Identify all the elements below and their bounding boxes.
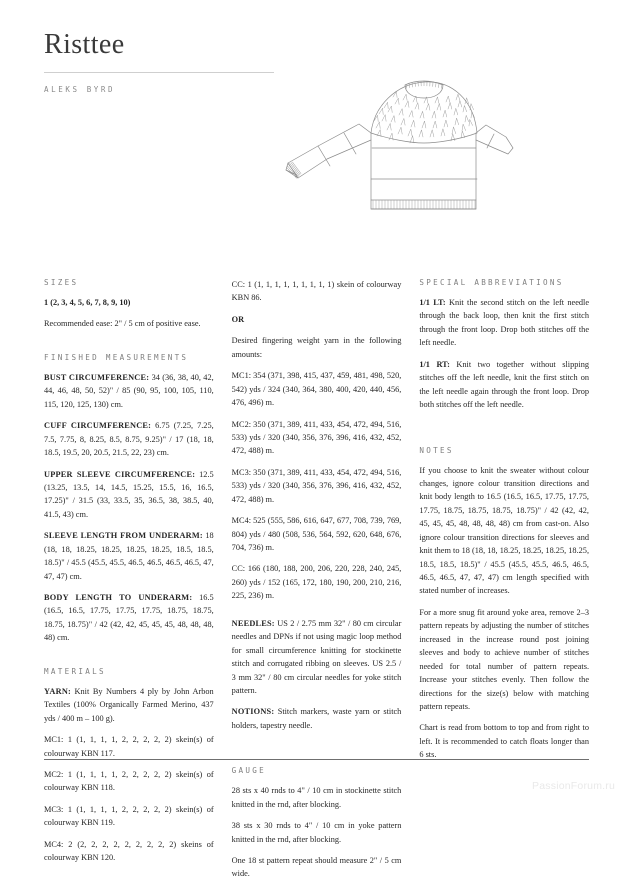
author-byline: ALEKS BYRD <box>44 84 116 94</box>
sizes-list: 1 (2, 3, 4, 5, 6, 7, 8, 9, 10) <box>44 298 131 307</box>
measurement-body-length-value: 16.5 (16.5, 16.5, 17.75, 17.75, 17.75, 18.75, 18.75, 18.75, 18.75)" / 42 (42, 42, 45, 45, 45, 48, 48, 48, 48) cm. <box>44 593 214 643</box>
notions-label: NOTIONS: <box>231 707 275 717</box>
section-heading-finished-measurements: FINISHED MEASUREMENTS <box>44 352 189 362</box>
measurement-sleeve-length-value: 18 (18, 18, 18.25, 18.25, 18.25, 18.25, 18.5, 18.5, 18.5)" / 45.5 (45.5, 45.5, 46.5, 46.5, 46.5, 46.5, 47, 47, 47) cm. <box>44 531 214 581</box>
notions-value: Stitch markers, waste yarn or stitch holders, tapestry needle. <box>231 707 402 730</box>
section-heading-materials: MATERIALS <box>44 666 106 676</box>
abbreviation-lt <box>419 296 589 350</box>
column-left <box>44 278 214 881</box>
section-heading-gauge: GAUGE <box>231 766 267 776</box>
gauge-stockinette: 28 sts x 40 rnds to 4" / 10 cm in stockinette stitch knitted in the rnd, after blocking. <box>231 786 402 809</box>
section-heading-sizes: SIZES <box>44 278 79 287</box>
abbreviation-rt <box>419 358 589 412</box>
yardage-cc: CC: 166 (180, 188, 200, 206, 220, 228, 240, 245, 260) yds / 152 (165, 172, 180, 190, 200, 210, 216, 225, 236) m. <box>231 564 402 601</box>
needles-label: NEEDLES: <box>231 618 275 628</box>
footer-divider <box>44 759 589 760</box>
materials-cc: CC: 1 (1, 1, 1, 1, 1, 1, 1, 1, 1) skein of colourway KBN 86. <box>231 280 402 303</box>
spacer <box>232 740 402 766</box>
page-title: Risttee <box>44 29 125 60</box>
materials-or-divider: OR <box>231 314 245 324</box>
abbreviation-lt-value: Knit the second stitch on the left needle through the back loop, then knit the first stitch through the front loop. Drop both stitches off the left needle. <box>419 298 590 348</box>
measurement-sleeve-length <box>44 529 214 583</box>
note-snug-yoke-fit: For a more snug fit around yoke area, remove 2–3 pattern repeats by adjusting the number of stitches increased in the increase round post joining sleeves and body to achieve number of stitches needed for total number of pattern repeats. Increase your stitches evenly. Then follow the directions for the size(s) below with matching pattern repeats. <box>419 607 590 711</box>
measurement-cuff-label: CUFF CIRCUMFERENCE: <box>44 421 152 431</box>
materials-yarn-label: YARN: <box>44 686 71 696</box>
measurement-bust <box>44 371 214 411</box>
needles <box>232 617 402 698</box>
yardage-mc3: MC3: 350 (371, 389, 411, 433, 454, 472, 494, 516, 533) yds / 320 (340, 356, 376, 396, 416, 432, 452, 472, 488) m. <box>231 467 402 504</box>
section-heading-special-abbreviations: SPECIAL ABBREVIATIONS <box>419 278 564 287</box>
content-columns <box>44 278 589 881</box>
gauge-yoke-pattern: 38 sts x 30 rnds to 4" / 10 cm in yoke pattern knitted in the rnd, after blocking. <box>231 821 402 844</box>
materials-substitute-intro: Desired fingering weight yarn in the following amounts: <box>231 336 402 359</box>
recommended-ease: Recommended ease: 2" / 5 cm of positive ease. <box>44 319 201 329</box>
abbreviation-rt-value: Knit two together without slipping stitches off the left needle, knit the first stitch on the left needle again through the front loop. Drop both stitches off the left needle. <box>419 359 590 410</box>
materials-yarn <box>44 685 214 725</box>
materials-mc2: MC2: 1 (1, 1, 1, 1, 2, 2, 2, 2, 2) skein(s) of colourway KBN 118. <box>44 769 214 793</box>
measurement-cuff <box>44 419 214 459</box>
spacer <box>419 420 589 446</box>
measurement-bust-label: BUST CIRCUMFERENCE: <box>44 372 150 382</box>
yardage-mc1: MC1: 354 (371, 398, 415, 437, 459, 481, 498, 520, 542) yds / 324 (340, 364, 380, 400, 420, 440, 456, 476, 496) m. <box>231 371 402 408</box>
spacer <box>44 653 214 667</box>
spacer <box>44 339 214 353</box>
yardage-mc2: MC2: 350 (371, 389, 411, 433, 454, 472, 494, 516, 533) yds / 320 (340, 356, 376, 396, 416, 432, 452, 472, 488) m. <box>231 419 402 456</box>
note-chart-reading: Chart is read from bottom to top and from right to left. It is recommended to catch floats longer than 6 sts. <box>419 723 590 760</box>
measurement-upper-sleeve <box>44 468 214 522</box>
abbreviation-rt-label: 1/1 RT: <box>419 359 450 369</box>
materials-mc3: MC3: 1 (1, 1, 1, 1, 2, 2, 2, 2, 2) skein(s) of colourway KBN 119. <box>44 804 214 828</box>
measurement-bust-value: 34 (36, 38, 40, 42, 44, 46, 48, 50, 52)" / 85 (90, 95, 100, 105, 110, 115, 120, 125, 130) cm. <box>44 372 214 409</box>
notions <box>232 705 402 732</box>
materials-yarn-value: Knit By Numbers 4 ply by John Arbon Textiles (100% Organically Farmed Merino, 437 yds / 400 m – 100 g). <box>44 686 214 723</box>
site-watermark: PassionForum.ru <box>532 780 615 792</box>
measurement-body-length-label: BODY LENGTH TO UNDERARM: <box>44 593 193 602</box>
measurement-sleeve-length-label: SLEEVE LENGTH FROM UNDERARM: <box>44 531 203 541</box>
needles-value: US 2 / 2.75 mm 32" / 80 cm circular needles and DPNs if not using magic loop method for small circumference knitting for stockinette stitch and corrugated ribbing on sleeves. US 2.5 / 3 mm 32" / 80 cm circular needles for yoke stitch pattern. <box>231 618 402 695</box>
title-divider <box>44 72 274 73</box>
gauge-pattern-repeat: One 18 st pattern repeat should measure 2" / 5 cm wide. <box>231 856 402 879</box>
column-middle <box>232 278 402 881</box>
section-heading-notes: NOTES <box>419 445 454 455</box>
materials-mc4: MC4: 2 (2, 2, 2, 2, 2, 2, 2, 2, 2) skeins of colourway KBN 120. <box>44 839 214 863</box>
yardage-mc4: MC4: 525 (555, 586, 616, 647, 677, 708, 739, 769, 804) yds / 480 (508, 536, 564, 592, 620, 648, 676, 704, 736) m. <box>231 516 402 552</box>
materials-mc1: MC1: 1 (1, 1, 1, 1, 2, 2, 2, 2, 2) skein(s) of colourway KBN 117. <box>44 735 214 758</box>
abbreviation-lt-label: 1/1 LT: <box>419 298 446 307</box>
yoke-sweater-schematic-icon <box>258 74 516 239</box>
document-header <box>44 30 286 94</box>
note-no-colour-changes: If you choose to knit the sweater without colour changes, ignore colour transition directions and knit body length to 16.5 (16.5, 16.5, 17.75, 17.75, 17.75, 18.75, 18.75, 18.75, 18.75)" / 42 (42, 42, 45, 45, 45, 48, 48, 48, 48) cm from cast-on. Also ignore colour transition directions for sleeves and knit them to 18 (18, 18, 18.25, 18.25, 18.25, 18.25, 18.5, 18.5, 18.5)" / 45.5 (45.5, 45.5, 46.5, 46.5, 46.5, 46.5, 47, 47, 47) cm length specified with stated number of increases. <box>419 465 590 596</box>
measurement-upper-sleeve-value: 12.5 (13.25, 13.5, 14, 14.5, 15.25, 15.5, 16, 16.5, 17.25)" / 31.5 (33, 33.5, 35, 36.5, 38, 38.5, 40, 41.5, 43) cm. <box>44 469 214 519</box>
measurement-body-length <box>44 591 214 645</box>
measurement-cuff-value: 6.75 (7.25, 7.25, 7.5, 7.75, 8, 8.25, 8.5, 8.75, 9.25)" / 17 (18, 18, 18.5, 19.5, 20, 20.5, 21.5, 22, 23) cm. <box>44 421 214 458</box>
measurement-upper-sleeve-label: UPPER SLEEVE CIRCUMFERENCE: <box>44 469 196 479</box>
